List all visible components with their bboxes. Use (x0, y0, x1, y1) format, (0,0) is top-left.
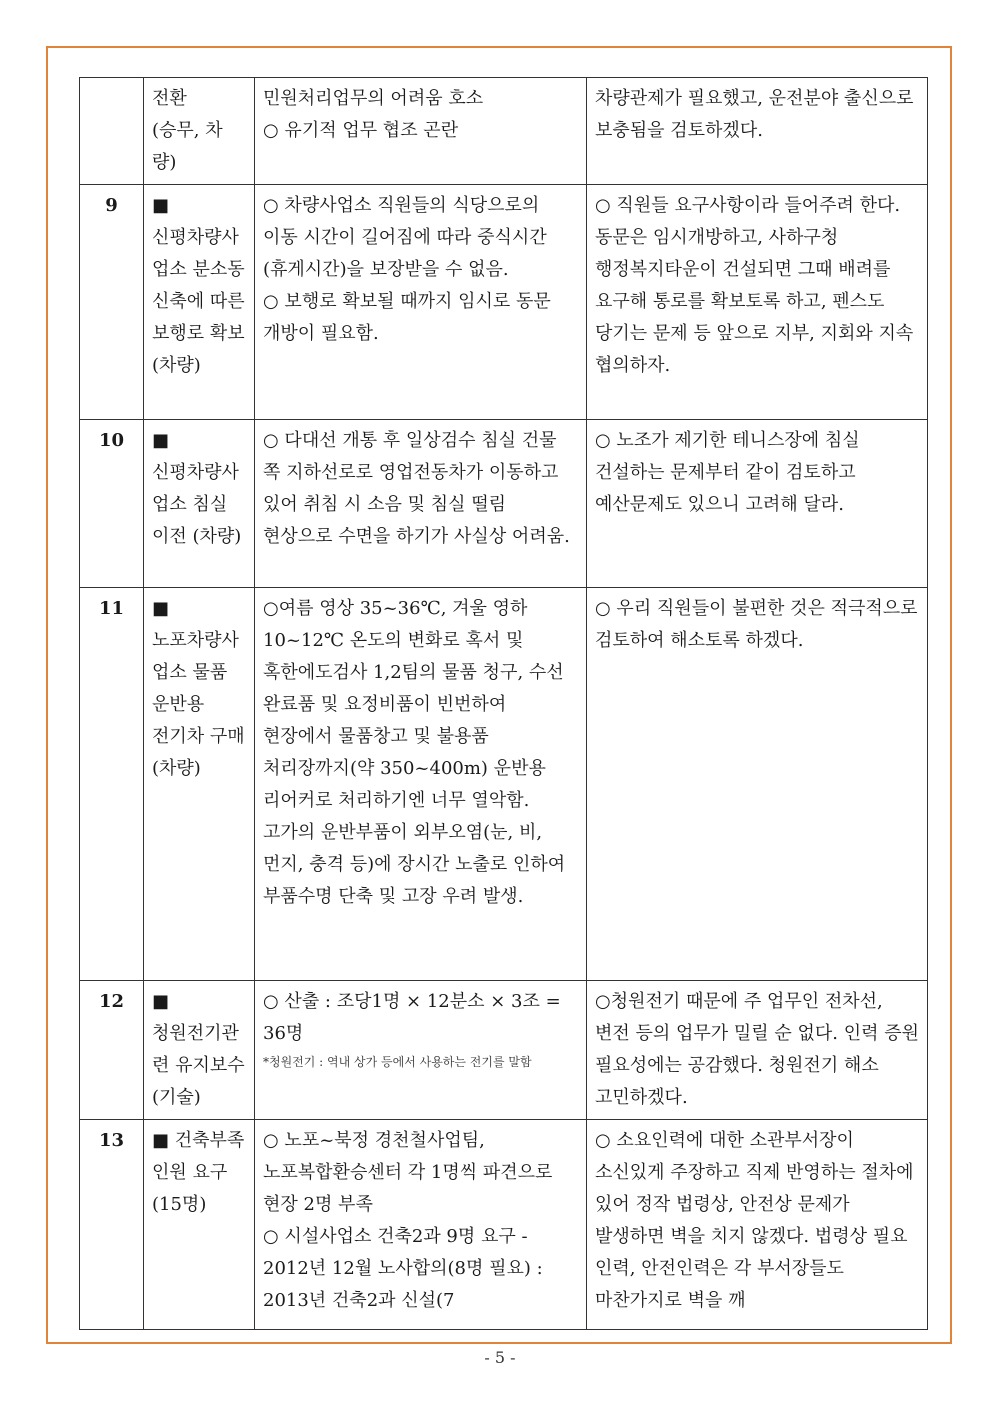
row-topic: ■ 신평차량사업소 분소동 신축에 따른 보행로 확보 (차량) (144, 185, 255, 420)
row-number: 13 (80, 1120, 144, 1330)
row-number (80, 78, 144, 185)
row-topic: 전환 (승무, 차 량) (144, 78, 255, 185)
table-row (80, 420, 928, 588)
row-issue: ○ 다대선 개통 후 일상검수 침실 건물 쪽 지하선로로 영업전동차가 이동하고 있어 취침 시 소음 및 침실 떨림 현상으로 수면을 하기가 사실상 어려움. (255, 420, 587, 588)
row-response: ○ 소요인력에 대한 소관부서장이 소신있게 주장하고 직제 반영하는 절차에 있어 정작 법령상, 안전상 문제가 발생하면 벽을 치지 않겠다. 법령상 필요 인력, 안전인력은 각 부서장들도 마찬가지로 벽을 깨 (587, 1120, 928, 1330)
row-issue: 민원처리업무의 어려움 호소 ○ 유기적 업무 협조 곤란 (255, 78, 587, 185)
row-topic: ■노포차량사업소 물품 운반용 전기차 구매 (차량) (144, 588, 255, 981)
row-topic: ■신평차량사업소 침실 이전 (차량) (144, 420, 255, 588)
row-response: ○ 직원들 요구사항이라 들어주려 한다. 동문은 임시개방하고, 사하구청 행정복지타운이 건설되면 그때 배려를 요구해 통로를 확보토록 하고, 펜스도 당기는 문제 등 앞으로 지부, 지회와 지속 협의하자. (587, 185, 928, 420)
row-response: ○청원전기 때문에 주 업무인 전차선, 변전 등의 업무가 밀릴 순 없다. 인력 증원 필요성에는 공감했다. 청원전기 해소 고민하겠다. (587, 981, 928, 1120)
row-topic: ■ 건축부족 인원 요구(15명) (144, 1120, 255, 1330)
row-issue: ○ 차량사업소 직원들의 식당으로의 이동 시간이 길어짐에 따라 중식시간(휴게시간)을 보장받을 수 없음. ○ 보행로 확보될 때까지 임시로 동문 개방이 필요함. (255, 185, 587, 420)
table-row (80, 588, 928, 981)
row-number: 11 (80, 588, 144, 981)
row-number: 10 (80, 420, 144, 588)
page-number: - 5 - (484, 1348, 516, 1367)
row-number: 9 (80, 185, 144, 420)
row-issue-note: *청원전기 : 역내 상가 등에서 사용하는 전기를 말함 (263, 1055, 532, 1069)
issues-table (79, 77, 928, 1330)
row-issue: ○여름 영상 35~36℃, 겨울 영하 10~12℃ 온도의 변화로 혹서 및 혹한에도검사 1,2팀의 물품 청구, 수선 완료품 및 요정비품이 빈번하여 현장에서 물품창고 및 불용품 처리장까지(약 350~400m) 운반용 리어커로 처리하기엔 너무 열악함. 고가의 운반부품이 외부오염(눈, 비, 먼지, 충격 등)에 장시간 노출로 인하여 부품수명 단축 및 고장 우려 발생. (255, 588, 587, 981)
row-response: ○ 노조가 제기한 테니스장에 침실 건설하는 문제부터 같이 검토하고 예산문제도 있으니 고려해 달라. (587, 420, 928, 588)
table-row (80, 78, 928, 185)
row-response: ○ 우리 직원들이 불편한 것은 적극적으로 검토하여 해소토록 하겠다. (587, 588, 928, 981)
table-row (80, 981, 928, 1120)
row-response: 차량관제가 필요했고, 운전분야 출신으로 보충됨을 검토하겠다. (587, 78, 928, 185)
row-issue: ○ 산출 : 조당1명 × 12분소 × 3조 = 36명 (263, 991, 561, 1044)
table-row (80, 1120, 928, 1330)
row-topic: ■청원전기관련 유지보수 (기술) (144, 981, 255, 1120)
row-issue: ○ 노포~북정 경천철사업팀, 노포복합환승센터 각 1명씩 파견으로 현장 2명 부족 ○ 시설사업소 건축2과 9명 요구 - 2012년 12월 노사합의(8명 필요) : 2013년 건축2과 신설(7 (255, 1120, 587, 1330)
table-row (80, 185, 928, 420)
row-number: 12 (80, 981, 144, 1120)
row-issue-cell (255, 981, 587, 1120)
